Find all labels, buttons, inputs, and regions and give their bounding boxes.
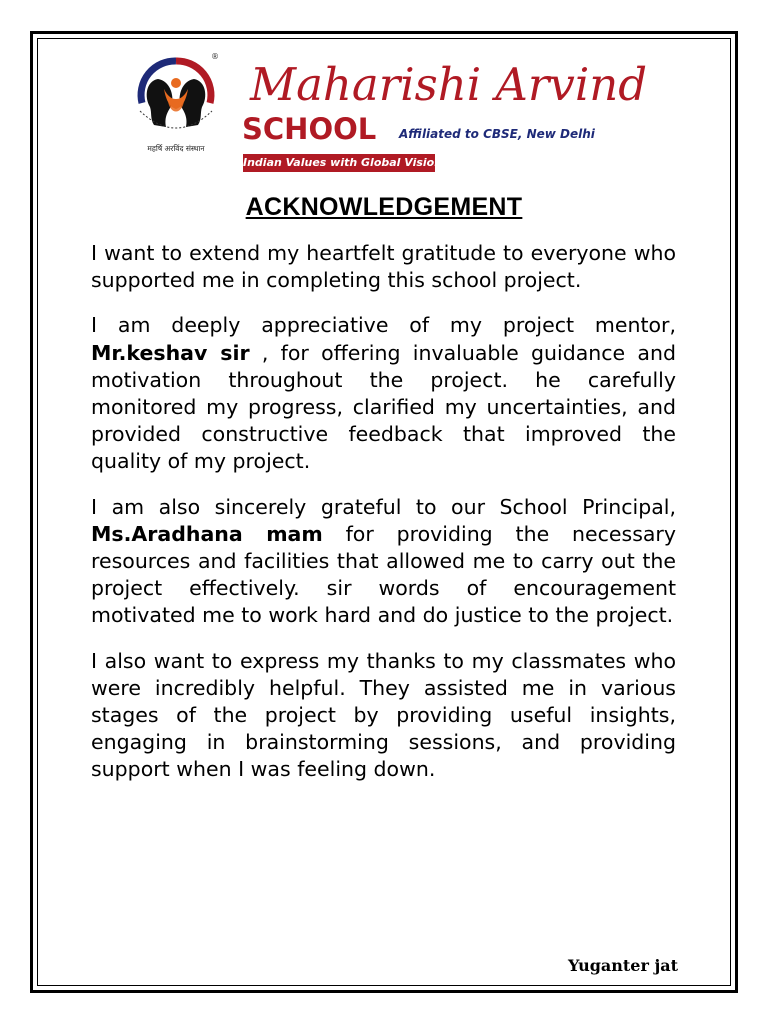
paragraph-1-text: I want to extend my heartfelt gratitude to everyone who supported me in completing this school project. [91, 241, 676, 293]
page-title: ACKNOWLEDGEMENT [245, 193, 523, 221]
logo-caption: महर्षि अरविंद संस्थान [147, 144, 205, 153]
mentor-name: Mr.keshav sir [91, 340, 250, 365]
acknowledgement-body [91, 240, 676, 802]
paragraph-3 [91, 494, 676, 630]
paragraph-4-text: I also want to express my thanks to my classmates who were incredibly helpful. They assisted me in various stages of the project by providing useful insights, engaging in brainstorming sessions, and providing support when I was feeling down. [91, 648, 676, 782]
signature: Yuganter jat [568, 956, 678, 975]
school-emblem-logo [128, 45, 224, 157]
registered-mark: ® [211, 52, 219, 61]
principal-name: Ms.Aradhana mam [91, 521, 323, 546]
school-word: SCHOOL [242, 112, 377, 146]
paragraph-3-after: for providing the necessary resources and facilities that allowed me to carry out the project effectively. sir words of encouragement motivated me to work hard and do justice to the project. [91, 521, 676, 628]
paragraph-4 [91, 648, 676, 784]
paragraph-2-after: , for offering invaluable guidance and motivation throughout the project. he carefully monitored my progress, clarified my uncertainties, and provided constructive feedback that improved the quality of my project. [91, 340, 676, 474]
paragraph-1 [91, 240, 676, 294]
paragraph-2 [91, 312, 676, 475]
paragraph-3-before: I am also sincerely grateful to our School Principal, [91, 494, 676, 519]
paragraph-2-before: I am deeply appreciative of my project mentor, [91, 313, 676, 338]
affiliation-text: Affiliated to CBSE, New Delhi [399, 127, 595, 141]
school-name: Maharishi Arvind [250, 58, 648, 111]
tagline-banner: Indian Values with Global Vision [243, 154, 435, 172]
